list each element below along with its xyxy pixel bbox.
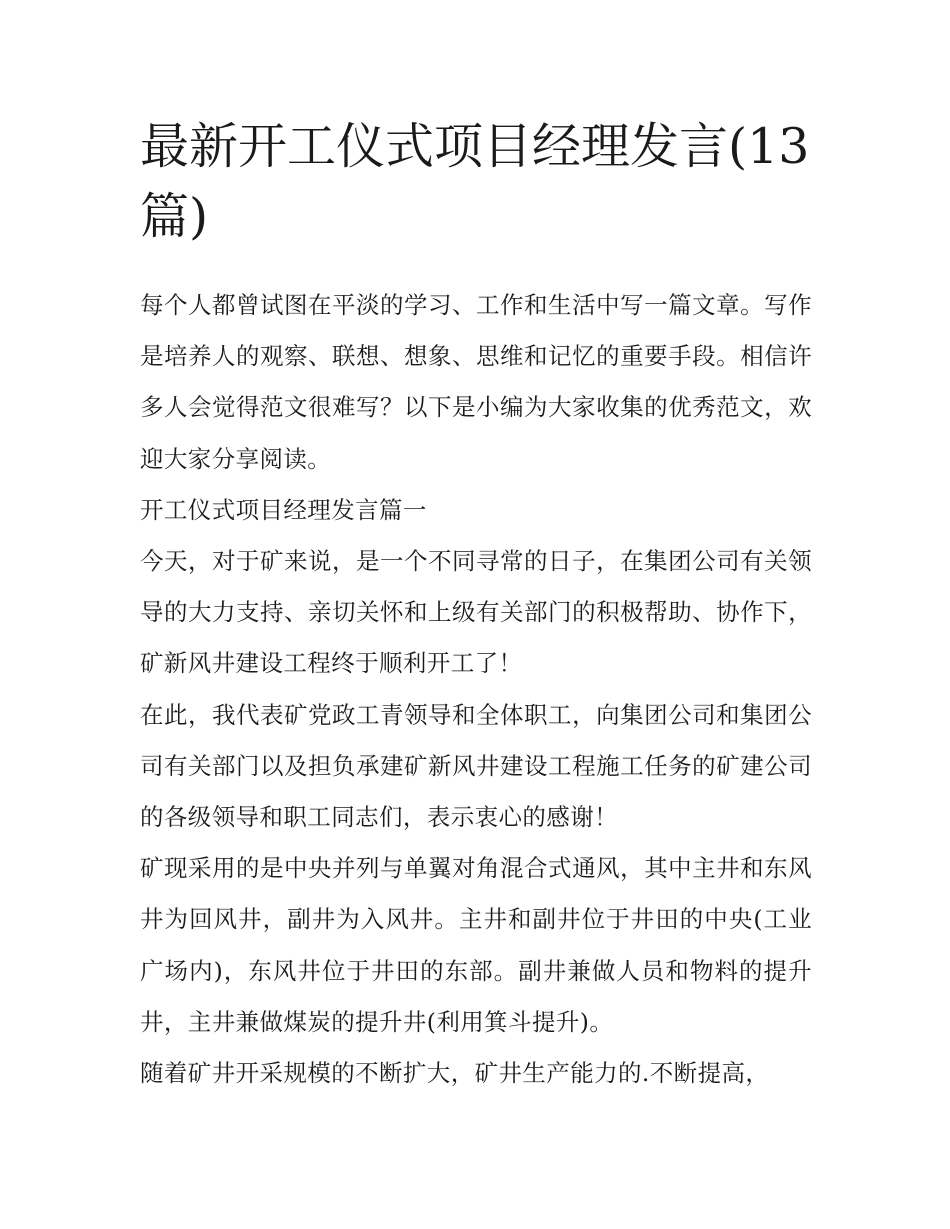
document-body — [140, 280, 812, 1099]
document-page — [140, 112, 812, 1099]
body-paragraph: 今天，对于矿来说，是一个不同寻常的日子，在集团公司有关领导的大力支持、亲切关怀和上级有关部门的积极帮助、协作下，矿新风井建设工程终于顺利开工了！ — [140, 547, 812, 678]
intro-paragraph: 每个人都曾试图在平淡的学习、工作和生活中写一篇文章。写作是培养人的观察、联想、想象、思维和记忆的重要手段。相信许多人会觉得范文很难写？以下是小编为大家收集的优秀范文，欢迎大家分享阅读。 — [140, 291, 812, 473]
body-paragraph: 矿现采用的是中央并列与单翼对角混合式通风，其中主井和东风井为回风井，副井为入风井。主井和副井位于井田的中央(工业广场内)，东风井位于井田的东部。副井兼做人员和物料的提升井，主井兼做煤炭的提升井(利用箕斗提升)。 — [140, 854, 812, 1036]
document-title: 最新开工仪式项目经理发言(13篇) — [140, 118, 810, 245]
body-paragraph: 随着矿井开采规模的不断扩大，矿井生产能力的.不断提高， — [140, 1059, 770, 1088]
body-paragraph: 在此，我代表矿党政工青领导和全体职工，向集团公司和集团公司有关部门以及担负承建矿新风井建设工程施工任务的矿建公司的各级领导和职工同志们，表示衷心的感谢！ — [140, 700, 812, 832]
section-heading: 开工仪式项目经理发言篇一 — [140, 495, 427, 524]
